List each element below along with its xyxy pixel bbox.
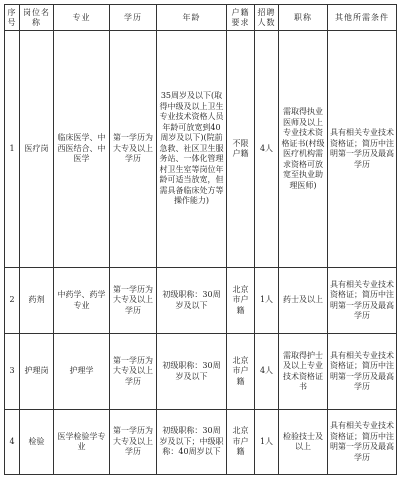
- cell-seq: 4: [5, 410, 20, 475]
- cell-hukou: 北京市户籍: [227, 268, 255, 334]
- cell-age: 初级职称：30周岁及以下: [157, 334, 227, 410]
- header-seq: 序号: [5, 5, 20, 31]
- cell-hukou: 北京市户籍: [227, 410, 255, 475]
- cell-title: 药士及以上: [279, 268, 328, 334]
- cell-education: 第一学历为大专及以上学历: [110, 268, 157, 334]
- recruitment-table: [4, 4, 397, 475]
- cell-age: 35周岁及以下(取得中级及以上卫生专业技术资格人员年龄可放宽到40周岁及以下)(院前急救、社区卫生服务站、一体化管理村卫生室等岗位年龄可适当放宽，但需具备临床处方等操作能力): [157, 31, 227, 268]
- cell-other: 具有相关专业技术资格证；简历中注明第一学历及最高学历: [328, 410, 397, 475]
- cell-other: 具有相关专业技术资格证；简历中注明第一学历及最高学历: [328, 268, 397, 334]
- cell-seq: 2: [5, 268, 20, 334]
- header-position: 岗位名称: [20, 5, 54, 31]
- cell-major: 医学检验学专业: [54, 410, 110, 475]
- table-row: [5, 31, 397, 268]
- table-header-row: [5, 5, 397, 31]
- header-age: 年龄: [157, 5, 227, 31]
- header-education: 学历: [110, 5, 157, 31]
- cell-title: 需取得执业医师及以上专业技术资格证书(村级医疗机构需求资格可放宽至执业助理医师): [279, 31, 328, 268]
- cell-count: 1人: [255, 410, 279, 475]
- cell-position: 护理岗: [20, 334, 54, 410]
- cell-age: 初级职称：30周岁及以下: [157, 268, 227, 334]
- header-title: 职称: [279, 5, 328, 31]
- cell-title: 检验技士及以上: [279, 410, 328, 475]
- table-row: [5, 268, 397, 334]
- table-row: [5, 410, 397, 475]
- cell-position: 药剂: [20, 268, 54, 334]
- cell-hukou: 北京市户籍: [227, 334, 255, 410]
- cell-major: 临床医学、中西医结合、中医学: [54, 31, 110, 268]
- table-row: [5, 334, 397, 410]
- cell-hukou: 不限户籍: [227, 31, 255, 268]
- cell-other: 具有相关专业技术资格证；简历中注明第一学历及最高学历: [328, 31, 397, 268]
- cell-education: 第一学历为大专及以上学历: [110, 334, 157, 410]
- cell-seq: 3: [5, 334, 20, 410]
- cell-title: 需取得护士及以上专业技术资格证书: [279, 334, 328, 410]
- header-major: 专业: [54, 5, 110, 31]
- cell-position: 检验: [20, 410, 54, 475]
- cell-position: 医疗岗: [20, 31, 54, 268]
- header-other: 其他所需条件: [328, 5, 397, 31]
- header-count: 招聘人数: [255, 5, 279, 31]
- cell-count: 4人: [255, 31, 279, 268]
- cell-education: 第一学历为大专及以上学历: [110, 31, 157, 268]
- cell-count: 4人: [255, 334, 279, 410]
- cell-education: 第一学历为大专及以上学历: [110, 410, 157, 475]
- cell-major: 护理学: [54, 334, 110, 410]
- header-hukou: 户籍要求: [227, 5, 255, 31]
- cell-major: 中药学、药学专业: [54, 268, 110, 334]
- cell-age: 初级职称：30周岁及以下；中级职称：40周岁以下: [157, 410, 227, 475]
- cell-other: 具有相关专业技术资格证；简历中注明第一学历及最高学历: [328, 334, 397, 410]
- cell-count: 1人: [255, 268, 279, 334]
- cell-seq: 1: [5, 31, 20, 268]
